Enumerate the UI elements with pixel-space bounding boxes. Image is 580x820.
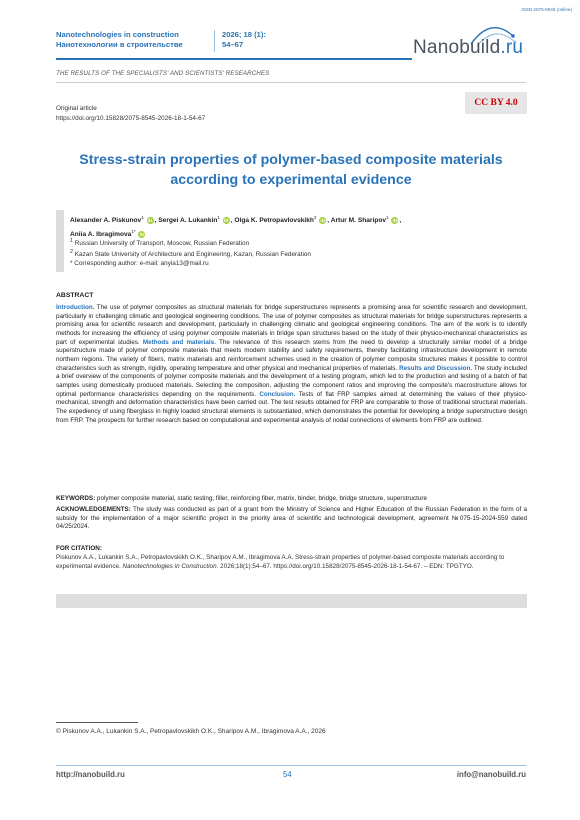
citation-heading: FOR CITATION: (56, 545, 102, 552)
journal-name-en: Nanotechnologies in construction (56, 30, 179, 39)
logo-wordmark (413, 37, 523, 59)
abstract-heading: ABSTRACT (56, 292, 94, 299)
article-title: Stress-strain properties of polymer-based composite materials according to experimental evidence (79, 152, 503, 188)
section-tag: THE RESULTS OF THE SPECIALISTS' AND SCIENTISTS' RESEARCHES (56, 70, 270, 77)
affiliation-text: Kazan State University of Architecture and Engineering, Kazan, Russian Federation (74, 251, 311, 259)
keywords (56, 495, 527, 504)
author-name: Sergei A. Lukankin (158, 217, 218, 225)
abstract-conclusion-text: Tests of flat FRP samples aimed at determining the values of their physico-mechanical, strength and deformation characteristics have been carried out. The test results obtained for FRP are comparable to those of traditional structural materials. The expediency of using fiberglass in highly loaded structural elements is substantiated, which demonstrates the potential for developing a bridge superstructure design from FRP. The prospects for further research based on computational and experimental analysis of nodal connections of elements from FRP are outlined. (56, 390, 527, 424)
journal-name-block (56, 30, 206, 50)
author-sup: 1* (131, 229, 136, 235)
corresponding-author: * Corresponding author: e-mail: anyia13@mail.ru (70, 260, 209, 267)
citation-body: Piskunov A.A., Lukankin S.A., Petropavlovskikh O.K., Sharipov A.M., Ibragimova A.A. Stress-strain properties of polymer-based composite materials according to experimental evidence. (56, 554, 505, 570)
abstract-conclusion-label: Conclusion. (259, 390, 296, 398)
orcid-icon[interactable]: iD (320, 217, 326, 223)
orcid-icon[interactable]: iD (139, 232, 145, 238)
author-name: Artur M. Sharipov (330, 217, 387, 225)
keywords-label: KEYWORDS: (56, 495, 96, 502)
logo-suffix: .ru (500, 37, 524, 58)
section-rule (56, 82, 526, 83)
author-name: Olga K. Petropavlovskikh (234, 217, 314, 225)
header-rule (56, 58, 412, 60)
abstract-methods-label: Methods and materials. (142, 338, 216, 346)
copyright: © Piskunov A.A., Lukankin S.A., Petropavlovskikh O.K., Sharipov A.M., Ibragimova A.A., 2026 (56, 728, 326, 735)
citation-text (56, 554, 527, 571)
author-sup: 1 (386, 215, 389, 220)
issn-label: ISSN 2075-8545 (online) (521, 7, 572, 12)
authors-side-bar (56, 210, 64, 272)
author-name: Aniia A. Ibragimova (70, 231, 132, 239)
logo-main: Nanobuild (413, 37, 501, 58)
author-list: Alexander A. Piskunov$^1$ iD , Sergei A. Lukankin$^1$ iD , Olga K. Petropavlovskikh$^2$ iD , Artur M. Sharipov$^1$ iD , Aniia A. Ibragimova$^{1*}$ iD (70, 215, 402, 239)
nanobuild-logo[interactable] (405, 22, 535, 62)
footer-email[interactable]: info@nanobuild.ru (456, 770, 526, 779)
orcid-icon[interactable]: iD (223, 217, 229, 223)
abstract-intro-label: Introduction. (56, 304, 95, 311)
issue-block (222, 30, 302, 50)
doi-link[interactable]: https://doi.org/10.15828/2075-8545-2026-18-1-54-67 (56, 115, 206, 122)
affiliation-sup: 1 (70, 238, 73, 244)
author-name: Alexander A. Piskunov (70, 217, 142, 225)
keywords-text: polymer composite material, static testing, filler, reinforcing fiber, matrix, binder, bridge, bridge structure, superstructure (95, 495, 427, 502)
author-sup: 1 (217, 215, 220, 220)
author-sup: 1 (141, 215, 144, 220)
issue-line-1: 2026; 18 (1): (222, 30, 266, 39)
orcid-icon[interactable]: iD (392, 217, 398, 223)
affiliation-text: Russian University of Transport, Moscow, Russian Federation (74, 240, 250, 248)
footer-rule (56, 765, 526, 766)
page-number: 54 (283, 770, 292, 779)
ack-text: The study was conducted as part of a grant from the Ministry of Science and Higher Education of the Russian Federation in the form of a subsidy for the implementation of a major scientific project in the priority area of scientific and technological development, agreement №075-15-2024-559 dated 04/25/2024. (56, 506, 527, 531)
orcid-icon[interactable]: iD (147, 217, 153, 223)
affiliation-sup: 2 (70, 249, 73, 255)
citation-journal: Nanotechnologies in Construction. (122, 562, 219, 570)
article-meta (56, 104, 205, 124)
abstract-methods-text: The relevance of this research stems from the need to develop a structurally similar model of a bridge superstructure made of polymer composite materials that meets modern stability and safety requirements, thereby facilitating infrastructure development in remote northern regions. The variety of fibers, matrix materials and reinforcement schemes used in the creation of polymer composite structures makes it possible to control characteristics such as strength, rigidity, operating temperature and other physical and mechanical properties of materials. (56, 338, 528, 372)
citation-tail[interactable]: 2026;18(1):54–67. https://doi.org/10.15828/2075-8545-2026-18-1-54-67. – EDN: TPGTYO. (218, 562, 474, 570)
abstract-results-label: Results and Discussion. (399, 364, 473, 372)
divider-band (56, 594, 527, 608)
author-sup: 2 (313, 215, 317, 220)
header-divider (214, 30, 215, 52)
ack-label: ACKNOWLEDGEMENTS: (56, 506, 131, 513)
footer-url[interactable]: http://nanobuild.ru (56, 770, 125, 779)
issue-line-2: 54–67 (222, 40, 244, 49)
article-type: Original article (56, 105, 97, 112)
journal-name-ru: Нанотехнологии в строительстве (56, 40, 183, 49)
abstract-intro-text: The use of polymer composites as structural materials for bridge superstructures represents a promising area for scientific research and development, particularly in challenging climatic and geological engineering conditions. The use of polymer composites as structural materials for bridge superstructures represents a promising area for scientific research and development, particularly in challenging climatic and geological engineering conditions. The aim of the work is to identify methods for increasing the efficiency of using polymer composite materials in bridge span structures based on the study of their physico-mechanical characteristics as part of experimental studies. (56, 304, 527, 346)
abstract-results-text: The study included a brief overview of the components of polymer composite materials and the development of a testing program, which led to the production and testing of a batch of flat samples using domestically produced materials. Selecting the composition, adjusting the component ratios and improving the composite's macrostructure allows for optimal performance characteristics depending on the requirements. (56, 364, 527, 398)
license-badge[interactable]: CC BY 4.0 (465, 92, 527, 114)
abstract-body (56, 304, 527, 425)
acknowledgements (56, 506, 527, 532)
footnote-rule (56, 722, 138, 723)
